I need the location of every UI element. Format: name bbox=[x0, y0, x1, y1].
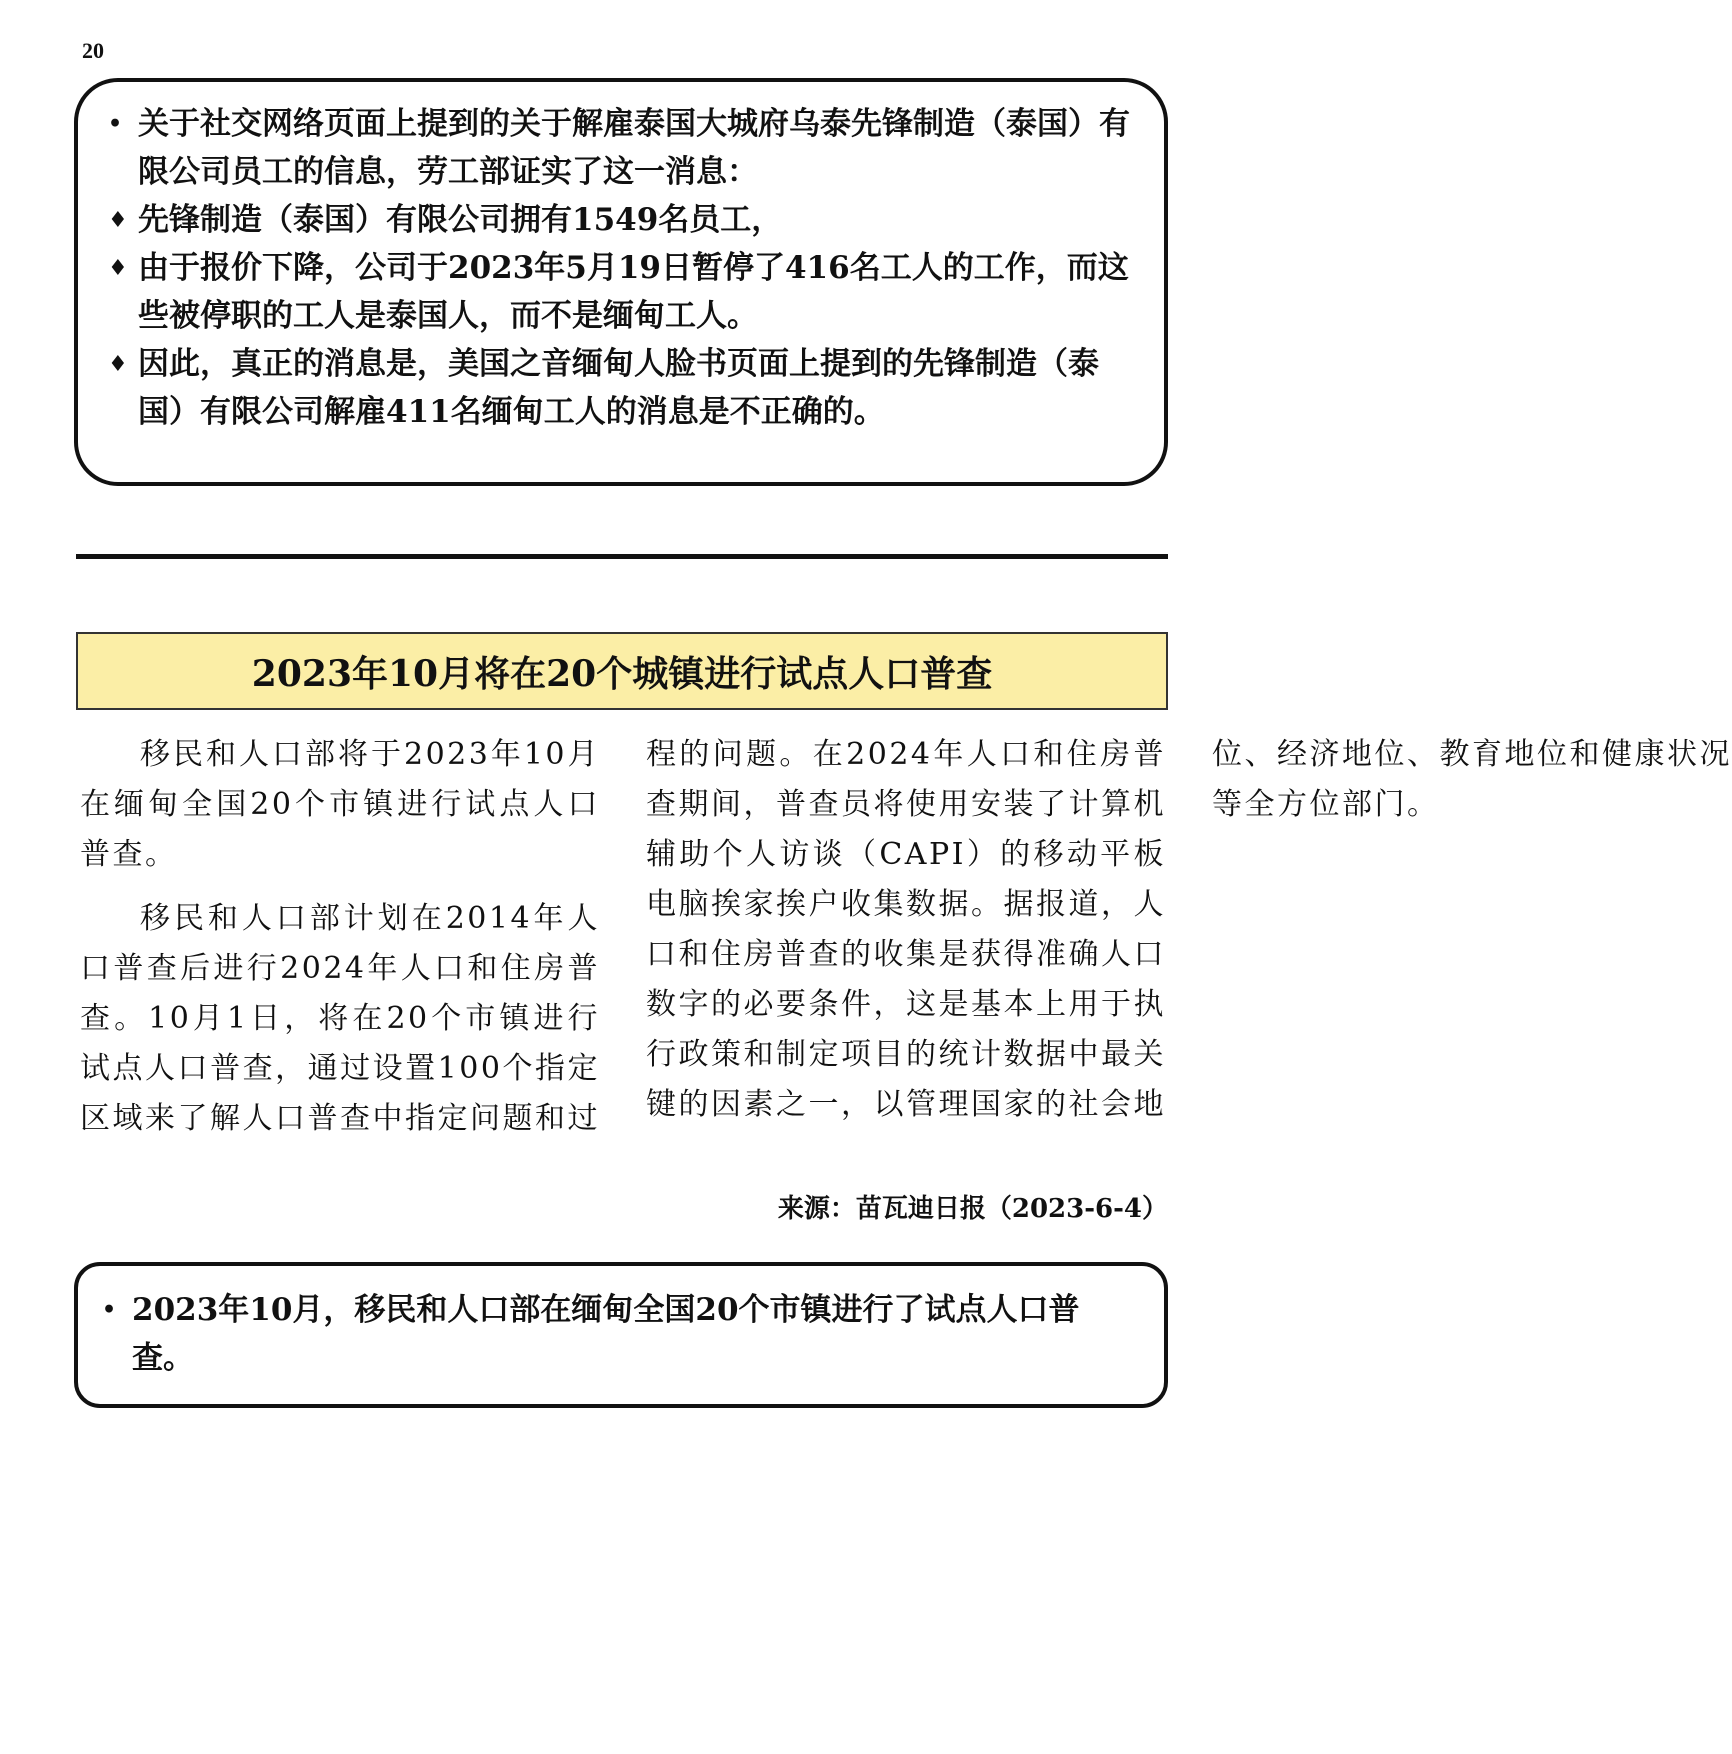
bullet-dot-icon: • bbox=[108, 111, 123, 137]
list-item bbox=[100, 244, 1140, 340]
article-paragraph: 移民和人口部计划在2014年人口普查后进行2024年人口和住房普查。10月1日，将在20个市镇进行试点人口普查，通过设置100个指定区域来了解人口普查中指定问题和过程的问题。在2024年人口和住房普查期间，普查员将使用安装了计算机辅助个人访谈（CAPI）的移动平板电脑挨家挨户收集数据。据报道，人口和住房普查的收集是获得准确人口数字的必要条件，这是基本上用于执行政策和制定项目的统计数据中最关键的因素之一，以管理国家的社会地位、经济地位、教育地位和健康状况等全方位部门。 bbox=[80, 737, 1732, 1136]
list-item-text: 由于报价下降，公司于2023年5月19日暂停了416名工人的工作，而这些被停职的工人是泰国人，而不是缅甸工人。 bbox=[138, 250, 1129, 334]
fact-check-callout bbox=[74, 78, 1168, 486]
article-source: 来源：苗瓦迪日报（2023-6-4） bbox=[777, 1194, 1168, 1224]
article-title-text: 2023年10月将在20个城镇进行试点人口普查 bbox=[251, 652, 993, 695]
list-item-text: 先锋制造（泰国）有限公司拥有1549名员工， bbox=[138, 202, 783, 238]
list-item-text: 2023年10月，移民和人口部在缅甸全国20个市镇进行了试点人口普查。 bbox=[132, 1292, 1080, 1376]
bullet-dot-icon: • bbox=[102, 1297, 117, 1323]
list-item-text: 因此，真正的消息是，美国之音缅甸人脸书页面上提到的先锋制造（泰国）有限公司解雇411名缅甸工人的消息是不正确的。 bbox=[138, 346, 1099, 430]
section-divider bbox=[76, 554, 1168, 559]
article-title bbox=[76, 632, 1168, 710]
bullet-diamond-icon: ♦ bbox=[108, 351, 128, 377]
summary-list bbox=[94, 1286, 1140, 1382]
fact-check-list bbox=[100, 100, 1140, 436]
article-paragraph: 移民和人口部将于2023年10月在缅甸全国20个市镇进行试点人口普查。 bbox=[80, 737, 600, 872]
list-item bbox=[100, 100, 1140, 196]
list-item-text: 关于社交网络页面上提到的关于解雇泰国大城府乌泰先锋制造（泰国）有限公司员工的信息，劳工部证实了这一消息： bbox=[138, 106, 1130, 190]
bullet-diamond-icon: ♦ bbox=[108, 255, 128, 281]
summary-callout bbox=[74, 1262, 1168, 1408]
list-item bbox=[100, 340, 1140, 436]
page-number: 20 bbox=[82, 38, 104, 63]
list-item bbox=[100, 196, 1140, 244]
article-body bbox=[80, 730, 1732, 1180]
bullet-diamond-icon: ♦ bbox=[108, 207, 128, 233]
list-item bbox=[94, 1286, 1140, 1382]
